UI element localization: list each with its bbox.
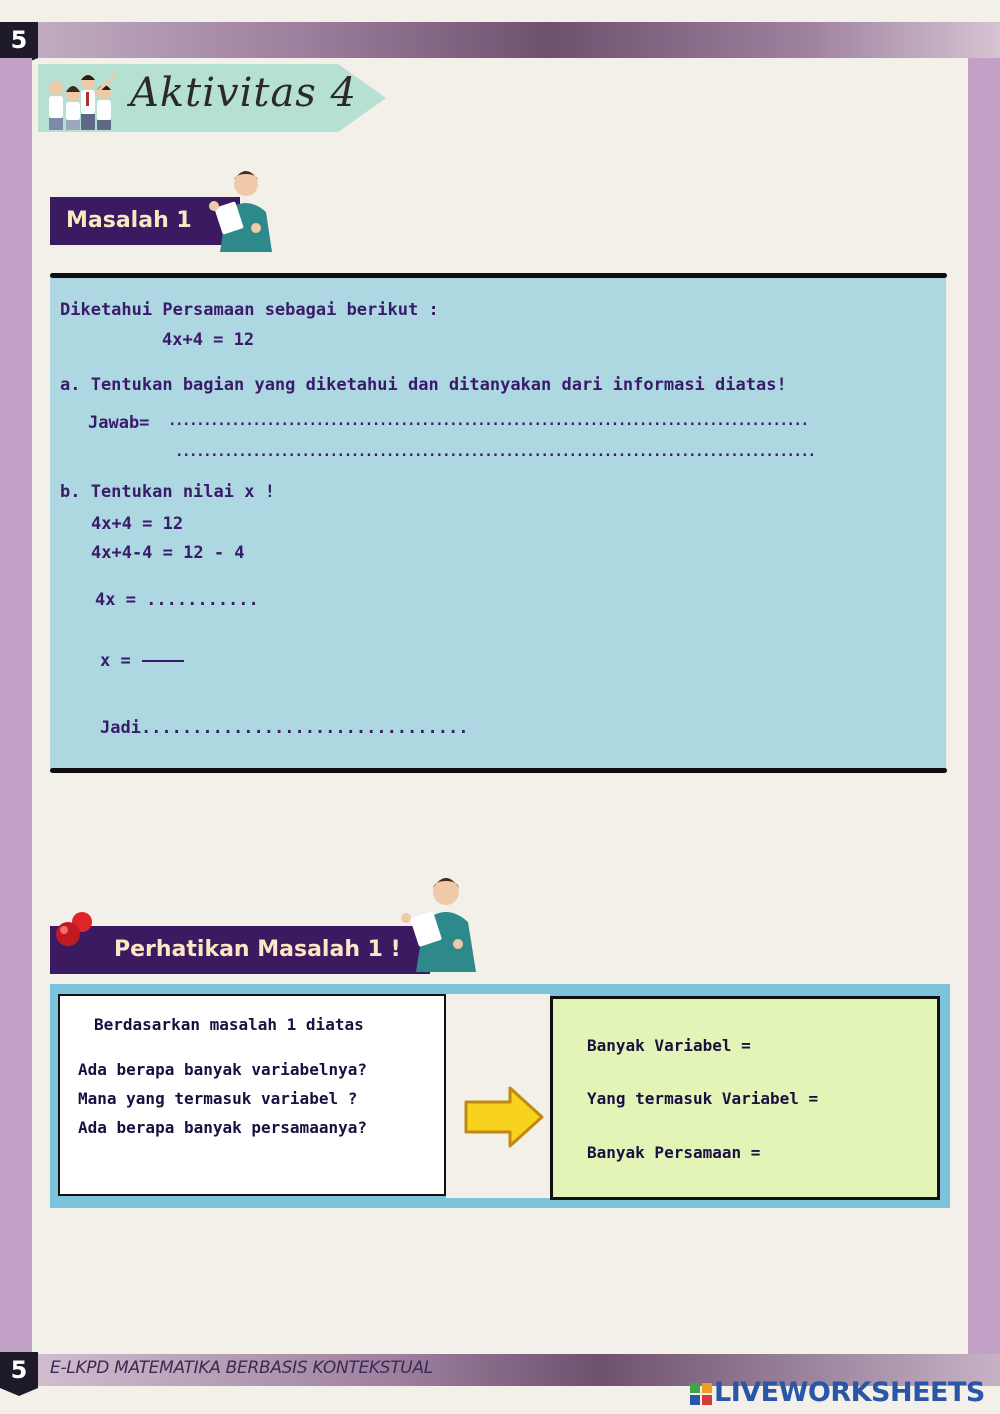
question-b: b. Tentukan nilai x ! [60, 482, 275, 502]
left-page-border [0, 58, 32, 1354]
teacher-illustration-icon [204, 162, 284, 254]
attention-tag: Perhatikan Masalah 1 ! [50, 926, 430, 974]
page-number-top: 5 [0, 22, 38, 58]
students-illustration-icon [40, 66, 122, 132]
problem-equation: 4x+4 = 12 [162, 330, 255, 350]
question-card-q2: Mana yang termasuk variabel ? [78, 1089, 358, 1108]
question-card-q1: Ada berapa banyak variabelnya? [78, 1060, 367, 1079]
problem-tag: Masalah 1 [50, 197, 240, 245]
step-2: 4x+4-4 = 12 - 4 [91, 543, 245, 563]
page-number-bottom-tab-tip [0, 1388, 38, 1396]
answer-variables-included: Yang termasuk Variabel = [587, 1089, 819, 1108]
question-card-q3: Ada berapa banyak persamaanya? [78, 1118, 367, 1137]
answer-equation-count-input[interactable] [786, 1139, 926, 1165]
answer-equation-count: Banyak Persamaan = [587, 1143, 761, 1162]
step-4-label: x = [100, 651, 131, 671]
teacher-illustration-icon-2 [396, 870, 488, 976]
answer-variable-count-input[interactable] [760, 1032, 920, 1058]
conclusion-input[interactable]: Jadi................................ [100, 718, 469, 738]
step-1: 4x+4 = 12 [91, 514, 184, 534]
answer-variable-count: Banyak Variabel = [587, 1036, 751, 1055]
answer-line-2[interactable]: ........................................................................................... [175, 444, 815, 460]
top-header-bar [0, 22, 1000, 58]
problem-top-rule [50, 273, 947, 278]
liveworksheets-brand[interactable] [690, 1377, 985, 1408]
brand-text: LIVEWORKSHEETS [714, 1377, 985, 1408]
question-card-heading: Berdasarkan masalah 1 diatas [94, 1015, 364, 1034]
fraction-bar[interactable] [142, 660, 184, 662]
answer-line-1[interactable]: ........................................................................................... [168, 413, 808, 429]
footer-text: E-LKPD MATEMATIKA BERBASIS KONTEKSTUAL [50, 1358, 433, 1378]
pushpin-icon [52, 910, 98, 950]
answer-label: Jawab= [88, 413, 150, 433]
activity-title: Aktivitas 4 [130, 70, 357, 116]
step-3-input[interactable]: 4x = ........... [95, 590, 259, 610]
problem-intro: Diketahui Persamaan sebagai berikut : [60, 300, 439, 320]
problem-bottom-rule [50, 768, 947, 773]
page-number-bottom: 5 [0, 1352, 38, 1388]
liveworksheets-logo-icon [690, 1383, 712, 1405]
arrow-right-icon [462, 1084, 546, 1150]
right-page-border [968, 58, 1000, 1354]
question-a: a. Tentukan bagian yang diketahui dan ditanyakan dari informasi diatas! [60, 375, 787, 395]
answer-variables-included-input[interactable] [834, 1085, 930, 1111]
